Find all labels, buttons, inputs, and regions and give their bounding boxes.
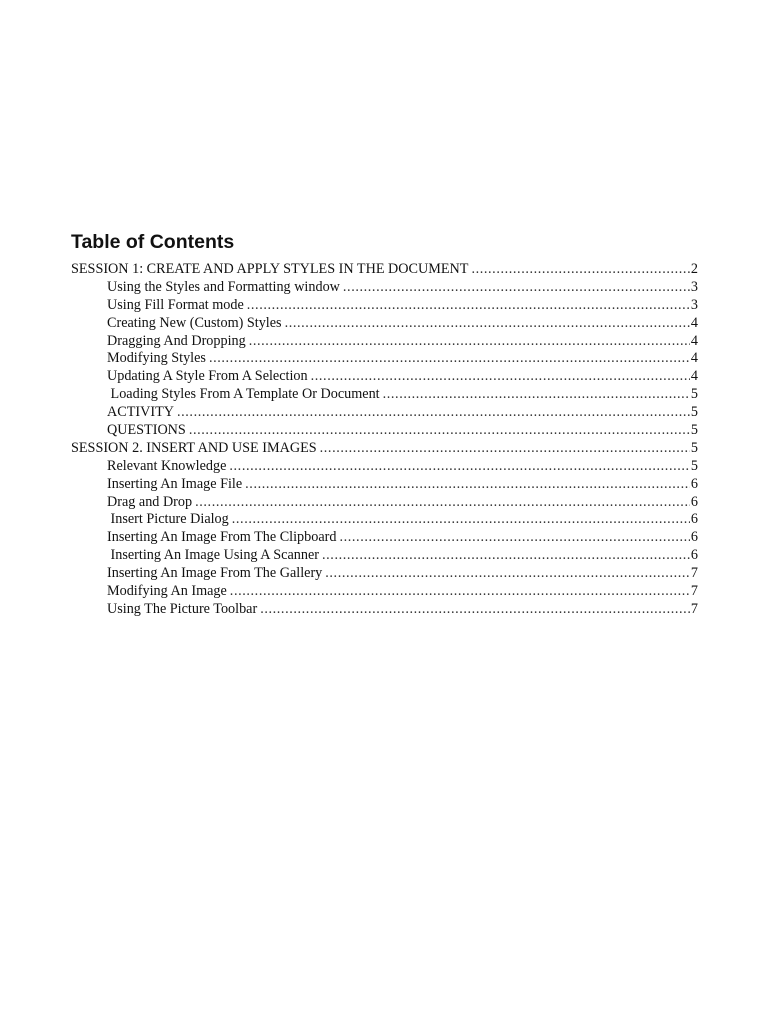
toc-subentry[interactable]: [71, 333, 698, 351]
toc-page-number: 6: [690, 511, 698, 528]
toc-dot-leader: [177, 404, 690, 422]
toc-dot-leader: [311, 368, 690, 386]
toc-subentry[interactable]: [71, 368, 698, 386]
toc-subentry[interactable]: [71, 422, 698, 440]
toc-subentry[interactable]: [71, 279, 698, 297]
toc-entry-label: Loading Styles From A Template Or Document: [107, 386, 380, 403]
toc-page-number: 4: [690, 350, 698, 367]
toc-page-number: 7: [690, 583, 698, 600]
toc-entry-label: SESSION 1: CREATE AND APPLY STYLES IN THE DOCUMENT: [71, 261, 469, 277]
toc-page-number: 4: [690, 332, 698, 349]
toc-dot-leader: [247, 297, 690, 315]
toc-session-entry[interactable]: [71, 440, 698, 458]
toc-session-entry[interactable]: [71, 261, 698, 279]
toc-page-number: 5: [690, 439, 698, 456]
toc-dot-leader: [343, 279, 690, 297]
toc-page-number: 7: [690, 565, 698, 582]
toc-subentry[interactable]: [71, 458, 698, 476]
toc-entry-list: [71, 261, 698, 619]
toc-dot-leader: [260, 601, 690, 619]
toc-entry-label: Modifying Styles: [107, 350, 206, 367]
toc-entry-label: Inserting An Image From The Clipboard: [107, 529, 337, 546]
toc-page-number: 5: [690, 422, 698, 439]
toc-page-number: 7: [690, 600, 698, 617]
toc-entry-label: Insert Picture Dialog: [107, 511, 229, 528]
toc-subentry[interactable]: [71, 601, 698, 619]
toc-dot-leader: [195, 494, 690, 512]
toc-subentry[interactable]: [71, 565, 698, 583]
toc-dot-leader: [320, 440, 690, 458]
toc-dot-leader: [339, 529, 689, 547]
toc-page-number: 6: [690, 547, 698, 564]
toc-heading: Table of Contents: [71, 231, 235, 253]
toc-subentry[interactable]: [71, 476, 698, 494]
table-of-contents: [71, 230, 698, 619]
toc-entry-label: SESSION 2. INSERT AND USE IMAGES: [71, 439, 317, 456]
toc-page-number: 4: [690, 368, 698, 385]
toc-entry-label: Dragging And Dropping: [107, 332, 246, 349]
toc-entry-label: ACTIVITY: [107, 404, 174, 421]
toc-subentry[interactable]: [71, 547, 698, 565]
toc-entry-label: Relevant Knowledge: [107, 457, 227, 474]
toc-entry-label: Inserting An Image Using A Scanner: [107, 547, 319, 564]
toc-entry-label: Using Fill Format mode: [107, 296, 244, 313]
toc-entry-label: Using The Picture Toolbar: [107, 600, 258, 617]
toc-dot-leader: [189, 422, 690, 440]
toc-dot-leader: [245, 476, 690, 494]
toc-subentry[interactable]: [71, 494, 698, 512]
toc-dot-leader: [471, 261, 689, 279]
toc-dot-leader: [230, 583, 690, 601]
toc-page-number: 6: [690, 529, 698, 546]
toc-page-number: 3: [690, 296, 698, 313]
toc-entry-label: Using the Styles and Formatting window: [107, 278, 340, 295]
toc-entry-label: Modifying An Image: [107, 583, 227, 600]
toc-dot-leader: [209, 350, 690, 368]
toc-page-number: 5: [690, 457, 698, 474]
toc-page-number: 6: [690, 475, 698, 492]
toc-subentry[interactable]: [71, 583, 698, 601]
toc-subentry[interactable]: [71, 404, 698, 422]
toc-subentry[interactable]: [71, 350, 698, 368]
toc-subentry[interactable]: [71, 529, 698, 547]
toc-page-number: 3: [690, 278, 698, 295]
toc-page-number: 4: [690, 314, 698, 331]
toc-subentry[interactable]: [71, 297, 698, 315]
toc-page-number: 2: [690, 261, 698, 277]
toc-entry-label: Creating New (Custom) Styles: [107, 314, 282, 331]
toc-entry-label: Drag and Drop: [107, 493, 193, 510]
toc-entry-label: Inserting An Image From The Gallery: [107, 565, 323, 582]
toc-dot-leader: [232, 511, 690, 529]
toc-dot-leader: [325, 565, 690, 583]
toc-dot-leader: [322, 547, 690, 565]
toc-entry-label: Inserting An Image File: [107, 475, 243, 492]
toc-page-number: 5: [690, 386, 698, 403]
toc-dot-leader: [285, 315, 690, 333]
toc-subentry[interactable]: [71, 511, 698, 529]
toc-entry-label: QUESTIONS: [107, 422, 186, 439]
toc-page-number: 6: [690, 493, 698, 510]
toc-dot-leader: [229, 458, 690, 476]
toc-dot-leader: [383, 386, 690, 404]
toc-dot-leader: [249, 333, 690, 351]
toc-page-number: 5: [690, 404, 698, 421]
toc-subentry[interactable]: [71, 386, 698, 404]
toc-entry-label: Updating A Style From A Selection: [107, 368, 308, 385]
toc-subentry[interactable]: [71, 315, 698, 333]
